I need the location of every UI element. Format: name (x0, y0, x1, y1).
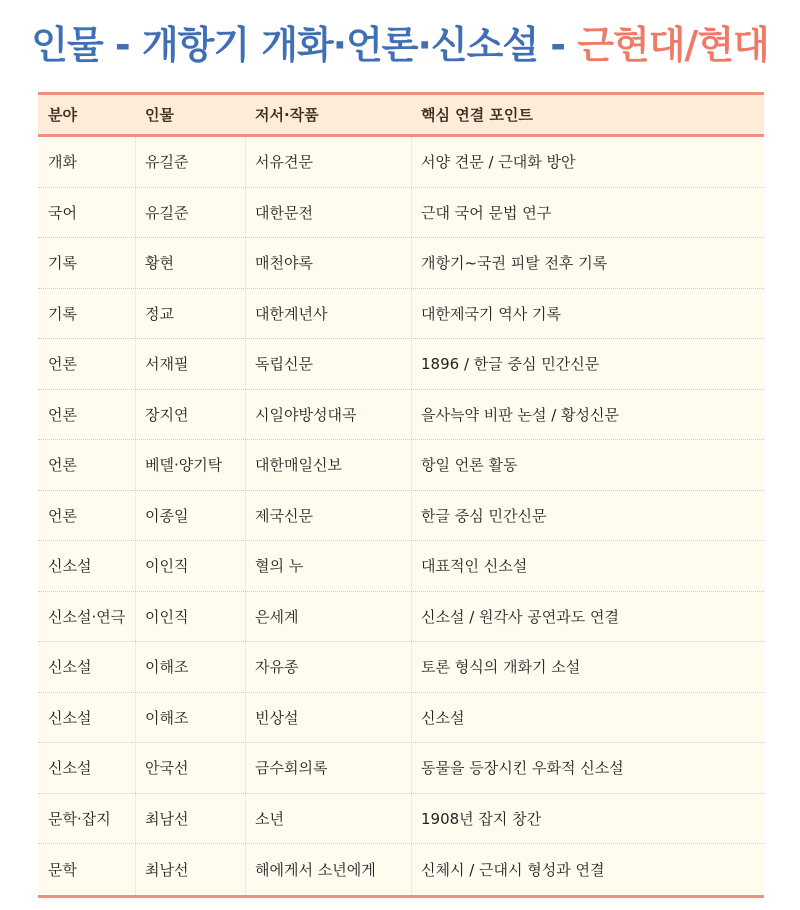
cell-field: 기록 (48, 254, 77, 273)
cell-field: 신소설 (48, 658, 92, 677)
page-title-accent: 근현대/현대 (577, 23, 769, 67)
table-row (38, 743, 764, 794)
table-row (38, 339, 764, 390)
cell-person: 유길준 (145, 203, 189, 222)
table-bottom-rule (38, 895, 764, 898)
cell-field: 문학 (48, 860, 77, 879)
cell-key-point: 을사늑약 비판 논설 / 황성신문 (421, 405, 620, 424)
cell-work: 대한계년사 (255, 304, 328, 323)
table-row (38, 693, 764, 744)
cell-person: 이인직 (145, 557, 189, 576)
header-work: 저서·작품 (255, 106, 319, 124)
cell-field: 언론 (48, 355, 77, 374)
cell-key-point: 신소설 / 원각사 공연과도 연결 (421, 607, 620, 626)
cell-field: 개화 (48, 153, 77, 172)
cell-work: 해에게서 소년에게 (255, 860, 376, 879)
cell-person: 최남선 (145, 860, 189, 879)
cell-person: 최남선 (145, 809, 189, 828)
table-row (38, 390, 764, 441)
cell-key-point: 한글 중심 민간신문 (421, 506, 547, 525)
cell-key-point: 대한제국기 역사 기록 (421, 304, 561, 323)
cell-work: 대한문전 (255, 203, 313, 222)
cell-key-point: 항일 언론 활동 (421, 456, 518, 475)
table-row (38, 289, 764, 340)
cell-work: 소년 (255, 809, 284, 828)
table-row (38, 491, 764, 542)
page-title (0, 14, 800, 69)
table-row (38, 592, 764, 643)
table-row (38, 642, 764, 693)
cell-person: 황현 (145, 254, 174, 273)
table-row (38, 188, 764, 239)
cell-field: 언론 (48, 456, 77, 475)
cell-person: 정교 (145, 304, 174, 323)
cell-work: 금수회의록 (255, 759, 328, 778)
page-title-main: 인물 - 개항기 개화·언론·신소설 - (31, 23, 578, 67)
table-row (38, 440, 764, 491)
cell-key-point: 토론 형식의 개화기 소설 (421, 658, 581, 677)
table-row (38, 844, 764, 895)
cell-key-point: 1908년 잡지 창간 (421, 809, 542, 828)
cell-work: 서유견문 (255, 153, 313, 172)
table-header-row (38, 95, 764, 134)
cell-key-point: 신소설 (421, 708, 465, 727)
header-person: 인물 (145, 106, 174, 124)
cell-key-point: 근대 국어 문법 연구 (421, 203, 552, 222)
cell-person: 서재필 (145, 355, 189, 374)
cell-work: 자유종 (255, 658, 299, 677)
cell-field: 국어 (48, 203, 77, 222)
cell-work: 빈상설 (255, 708, 299, 727)
cell-person: 유길준 (145, 153, 189, 172)
cell-person: 베델·양기탁 (145, 456, 223, 475)
cell-field: 신소설·연극 (48, 607, 126, 626)
header-key-point: 핵심 연결 포인트 (421, 106, 533, 124)
cell-key-point: 1896 / 한글 중심 민간신문 (421, 355, 600, 374)
cell-field: 신소설 (48, 557, 92, 576)
cell-field: 기록 (48, 304, 77, 323)
cell-key-point: 개항기~국권 피탈 전후 기록 (421, 254, 608, 273)
cell-field: 언론 (48, 405, 77, 424)
cell-person: 장지연 (145, 405, 189, 424)
cell-key-point: 동물을 등장시킨 우화적 신소설 (421, 759, 624, 778)
cell-key-point: 서양 견문 / 근대화 방안 (421, 153, 576, 172)
cell-person: 이해조 (145, 658, 189, 677)
cell-work: 혈의 누 (255, 557, 304, 576)
cell-work: 은세계 (255, 607, 299, 626)
cell-person: 안국선 (145, 759, 189, 778)
cell-key-point: 신체시 / 근대시 형성과 연결 (421, 860, 605, 879)
cell-work: 제국신문 (255, 506, 313, 525)
table-row (38, 541, 764, 592)
cell-person: 이인직 (145, 607, 189, 626)
table-row (38, 238, 764, 289)
people-table (38, 92, 764, 898)
cell-person: 이종일 (145, 506, 189, 525)
cell-key-point: 대표적인 신소설 (421, 557, 528, 576)
cell-field: 언론 (48, 506, 77, 525)
cell-work: 대한매일신보 (255, 456, 342, 475)
cell-work: 시일야방성대곡 (255, 405, 357, 424)
cell-field: 문학·잡지 (48, 809, 111, 828)
table-row (38, 794, 764, 845)
cell-work: 독립신문 (255, 355, 313, 374)
cell-person: 이해조 (145, 708, 189, 727)
cell-field: 신소설 (48, 759, 92, 778)
cell-field: 신소설 (48, 708, 92, 727)
header-field: 분야 (48, 106, 77, 124)
cell-work: 매천야록 (255, 254, 313, 273)
table-row (38, 137, 764, 188)
